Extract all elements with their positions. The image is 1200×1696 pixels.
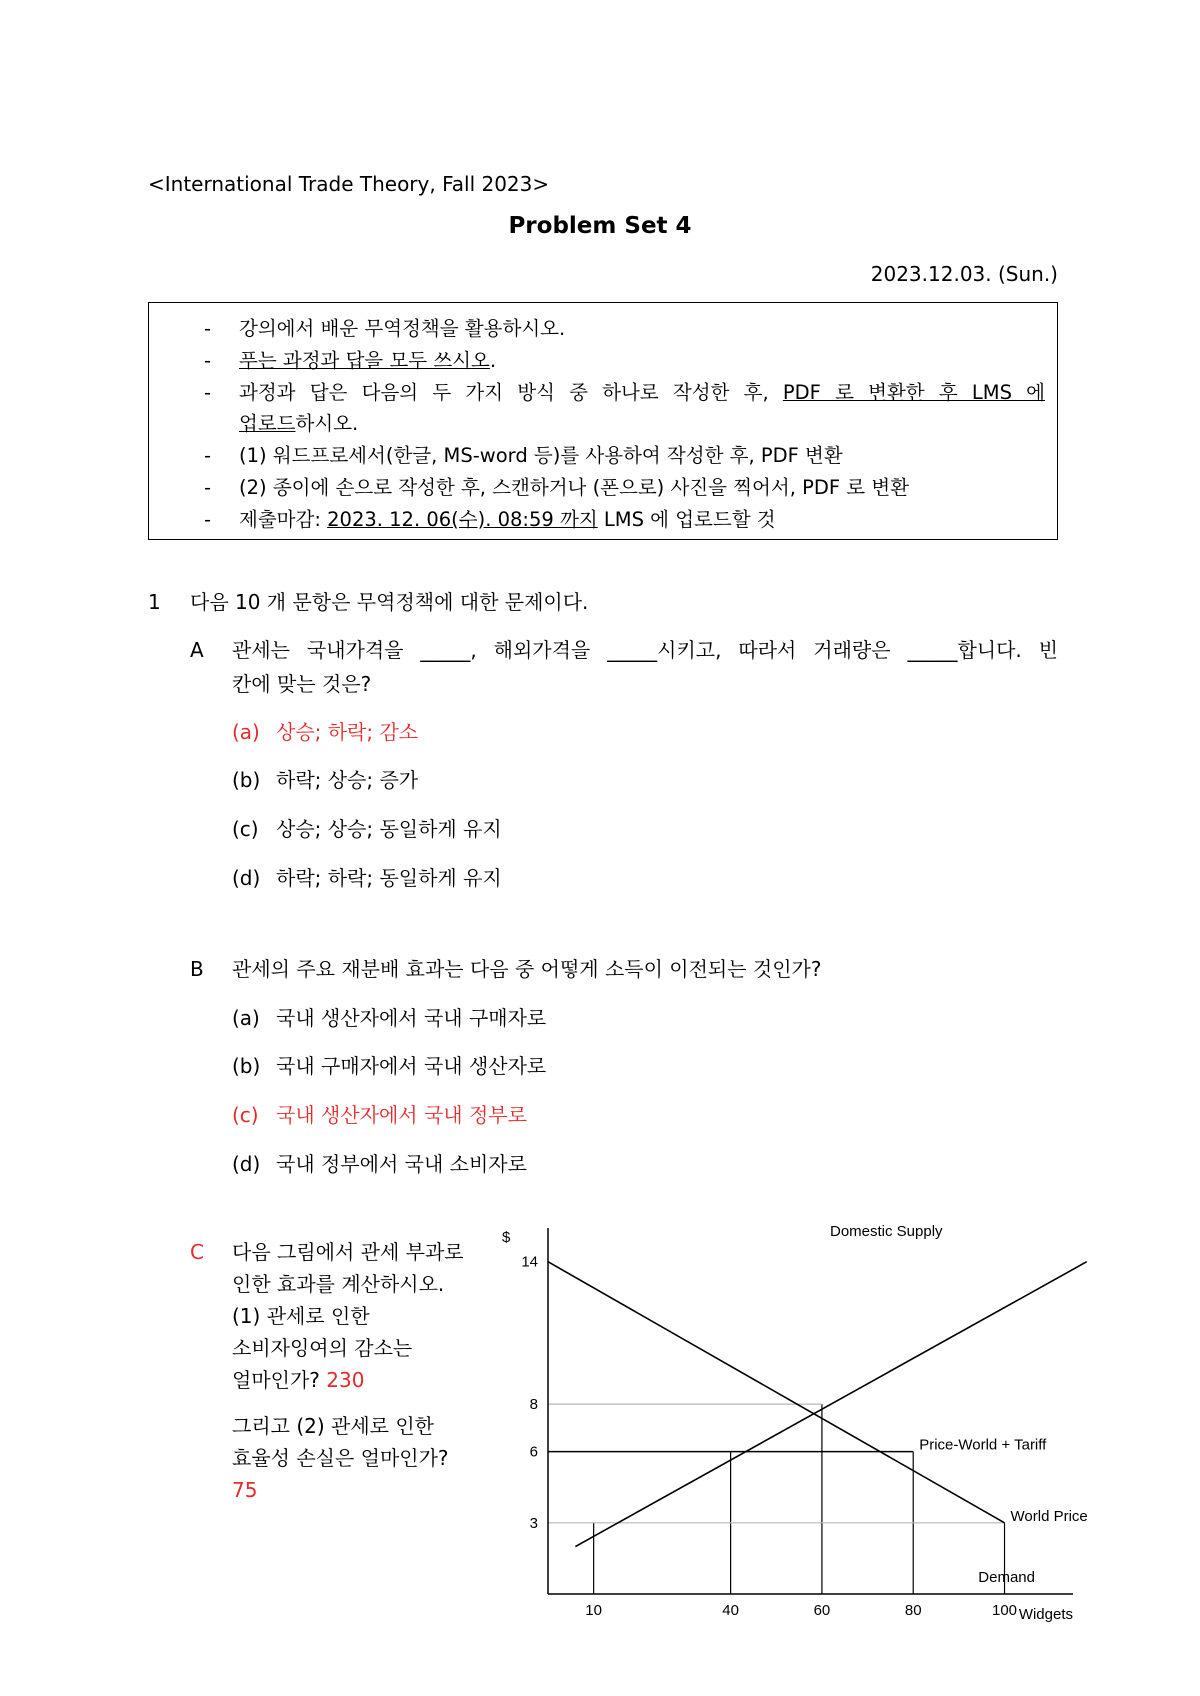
question-c-answer-1: 230 xyxy=(326,1368,365,1392)
date: 2023.12.03. (Sun.) xyxy=(870,262,1058,286)
question-c-line-4: 소비자잉여의 감소는 xyxy=(232,1336,413,1360)
supply-demand-chart xyxy=(480,1220,1088,1623)
x-tick-label-10: 10 xyxy=(585,1602,602,1619)
y-tick-label-6: 6 xyxy=(529,1443,538,1461)
question-a-option-a: (a) 상승; 하락; 감소 xyxy=(232,720,419,744)
question-1-text: 다음 10 개 문항은 무역정책에 대한 문제이다. xyxy=(190,590,589,614)
supply-label: Domestic Supply xyxy=(830,1223,943,1240)
question-b-text: 관세의 주요 재분배 효과는 다음 중 어떻게 소득이 이전되는 것인가? xyxy=(232,957,822,981)
demand-label: Demand xyxy=(978,1569,1035,1586)
page-title: Problem Set 4 xyxy=(508,213,692,239)
y-tick-label-8: 8 xyxy=(529,1396,538,1414)
chart-drop-lines xyxy=(594,1404,1005,1594)
question-a-option-c: (c) 상승; 상승; 동일하게 유지 xyxy=(232,817,502,841)
instructions-box: - 강의에서 배운 무역정책을 활용하시오. - 푸는 과정과 답을 모두 쓰시오. - 과정과 답은 다음의 두 가지 방식 중 하나로 작성한 후, PDF 로 변환한 후 LMS 에 업로드하시오. - (1) 워드프로세서(한글, MS-word 등)를 사용하여 작성한 후, PDF 변환 - (2) 종이에 손으로 작성한 후, 스캔하거나 (폰으로) 사진을 찍어서, PDF 로 변환 - 제출마감: 2023. 12. 06(수). 08:59 까지 LMS 에 업로드할 것 xyxy=(148,302,1058,540)
question-c-letter: C xyxy=(190,1240,204,1264)
y-axis-label: $ xyxy=(502,1229,511,1246)
question-a-text-line1: 관세는 국내가격을 _____, 해외가격을 _____시키고, 따라서 거래량은 _____합니다. 빈 xyxy=(232,638,1058,662)
world-price-label: World Price xyxy=(1010,1507,1088,1525)
question-a-text-line2: 칸에 맞는 것은? xyxy=(232,672,372,696)
series-line-demand xyxy=(548,1262,1005,1523)
x-tick-label-80: 80 xyxy=(904,1602,922,1619)
question-b-letter: B xyxy=(190,957,204,981)
question-a-option-b: (b) 하락; 상승; 증가 xyxy=(232,768,419,792)
y-tick-label-14: 14 xyxy=(521,1253,538,1271)
question-c-line-6: 그리고 (2) 관세로 인한 xyxy=(232,1414,434,1438)
question-c-line-2: 인한 효과를 계산하시오. xyxy=(232,1272,445,1296)
x-tick-label-60: 60 xyxy=(813,1602,831,1619)
question-c-line-3: (1) 관세로 인한 xyxy=(232,1304,370,1328)
question-b-option-d: (d) 국내 정부에서 국내 소비자로 xyxy=(232,1152,527,1176)
question-b-option-a: (a) 국내 생산자에서 국내 구매자로 xyxy=(232,1006,547,1030)
question-a-option-d: (d) 하락; 하락; 동일하게 유지 xyxy=(232,866,502,890)
question-c-line-1: 다음 그림에서 관세 부과로 xyxy=(232,1240,464,1264)
question-b-option-b: (b) 국내 구매자에서 국내 생산자로 xyxy=(232,1054,547,1078)
chart-price-lines xyxy=(548,1404,1005,1523)
question-c-answer-2: 75 xyxy=(232,1478,258,1502)
question-1-number: 1 xyxy=(148,590,161,614)
tariff-price-label: Price-World + Tariff xyxy=(919,1436,1047,1454)
question-c-line-7: 효율성 손실은 얼마인가? xyxy=(232,1446,449,1470)
x-tick-label-40: 40 xyxy=(722,1602,739,1619)
question-a-letter: A xyxy=(190,638,204,662)
question-c-line-5: 얼마인가? 230 xyxy=(232,1368,365,1392)
question-b-option-c: (c) 국내 생산자에서 국내 정부로 xyxy=(232,1103,527,1127)
x-tick-label-100: 100 xyxy=(992,1602,1018,1619)
y-tick-label-3: 3 xyxy=(529,1514,538,1532)
x-axis-label: Widgets xyxy=(1018,1606,1073,1623)
course-title: <International Trade Theory, Fall 2023> xyxy=(148,172,550,196)
